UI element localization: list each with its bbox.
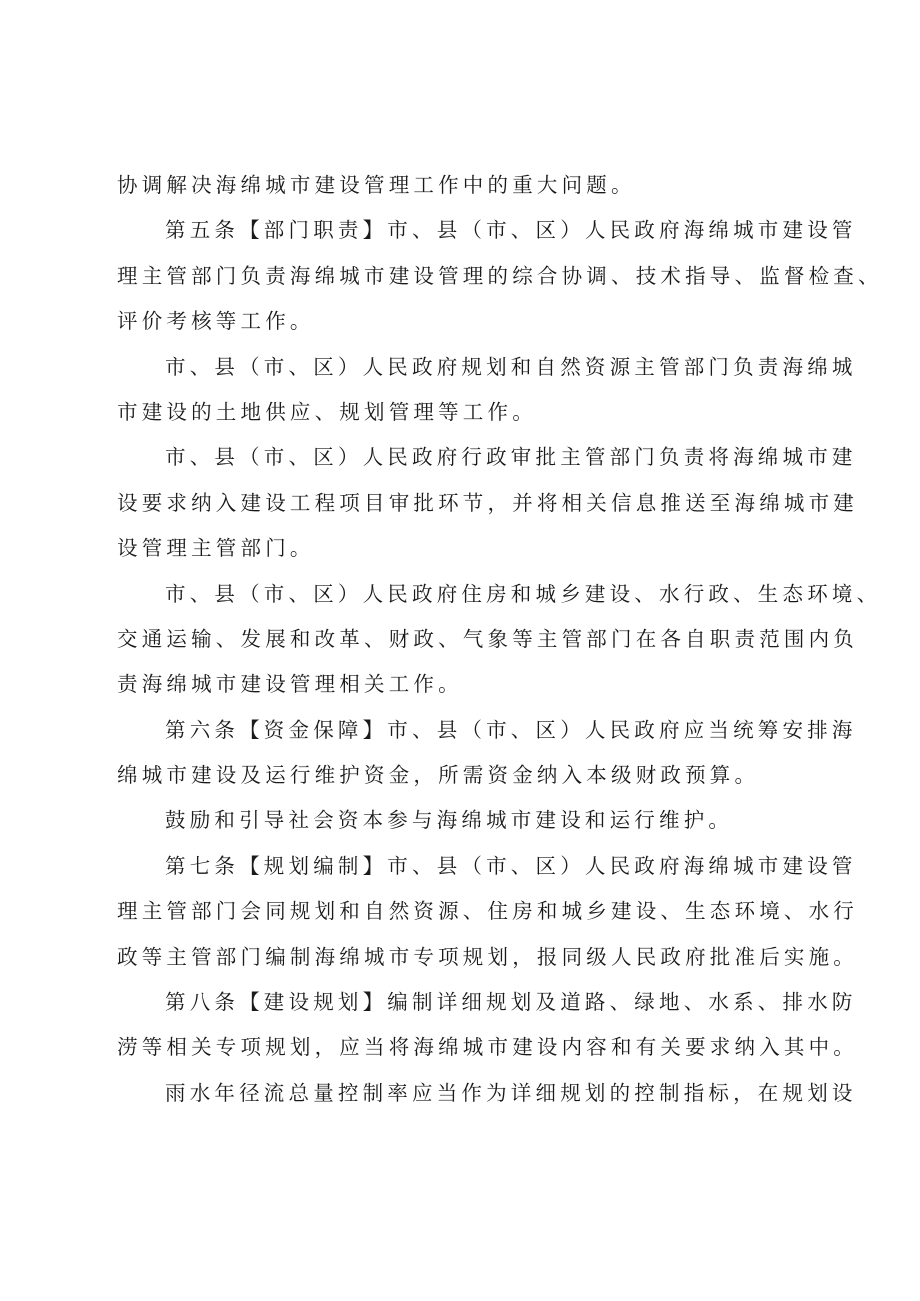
text-line: 市、县（市、区）人民政府规划和自然资源主管部门负责海绵城 (165, 354, 857, 379)
text-line: 鼓励和引导社会资本参与海绵城市建设和运行维护。 (165, 808, 734, 833)
text-line: 政等主管部门编制海绵城市专项规划，报同级人民政府批准后实施。 (117, 944, 858, 969)
text-line: 市、县（市、区）人民政府住房和城乡建设、水行政、生态环境、 (165, 581, 882, 606)
text-line: 评价考核等工作。 (117, 309, 315, 334)
text-line: 市建设的土地供应、规划管理等工作。 (117, 399, 537, 424)
text-line: 交通运输、发展和改革、财政、气象等主管部门在各自职责范围内负 (117, 626, 858, 651)
text-line-article-5: 第五条【部门职责】市、县（市、区）人民政府海绵城市建设管 (165, 218, 857, 243)
text-line: 协调解决海绵城市建设管理工作中的重大问题。 (117, 173, 636, 197)
text-line: 设要求纳入建设工程项目审批环节，并将相关信息推送至海绵城市建 (117, 490, 858, 515)
text-line: 理主管部门负责海绵城市建设管理的综合协调、技术指导、监督检查、 (117, 263, 883, 288)
text-line: 理主管部门会同规划和自然资源、住房和城乡建设、生态环境、水行 (117, 899, 858, 924)
text-line-article-8: 第八条【建设规划】编制详细规划及道路、绿地、水系、排水防 (165, 990, 857, 1015)
text-line: 责海绵城市建设管理相关工作。 (117, 672, 463, 697)
text-line-article-6: 第六条【资金保障】市、县（市、区）人民政府应当统筹安排海 (165, 717, 857, 742)
text-line: 市、县（市、区）人民政府行政审批主管部门负责将海绵城市建 (165, 445, 857, 470)
text-line-article-7: 第七条【规划编制】市、县（市、区）人民政府海绵城市建设管 (165, 853, 857, 878)
text-line: 雨水年径流总量控制率应当作为详细规划的控制指标，在规划设 (165, 1080, 857, 1105)
text-line: 涝等相关专项规划，应当将海绵城市建设内容和有关要求纳入其中。 (117, 1035, 858, 1060)
text-line: 绵城市建设及运行维护资金，所需资金纳入本级财政预算。 (117, 763, 760, 788)
document-body (117, 163, 883, 1116)
text-line: 设管理主管部门。 (117, 536, 315, 561)
